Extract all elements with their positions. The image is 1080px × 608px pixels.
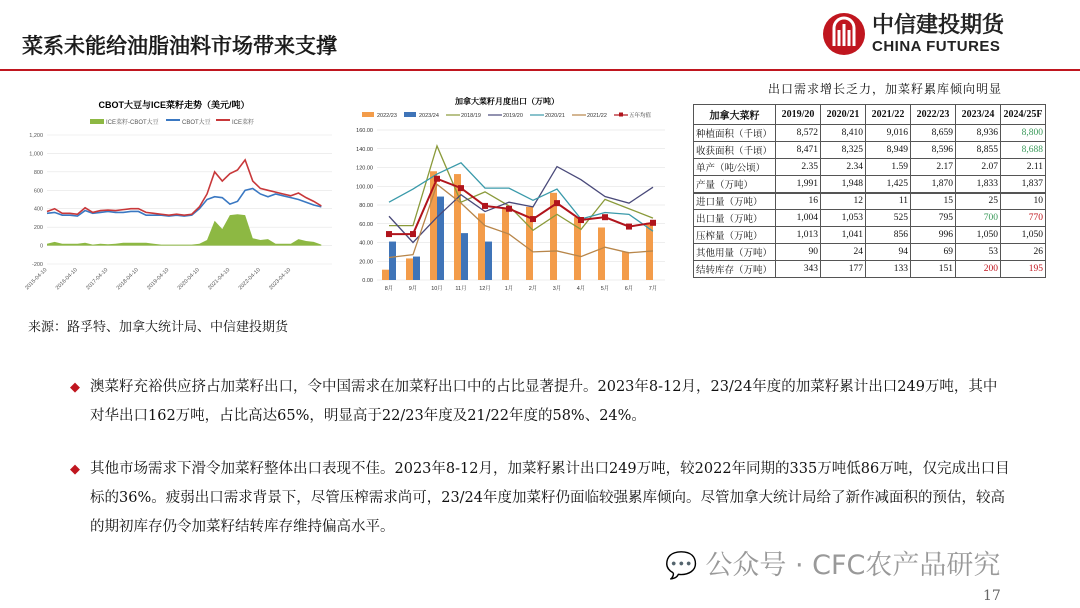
table-cell: 795 bbox=[911, 210, 956, 227]
avg-marker bbox=[602, 214, 608, 220]
x-tick-label: 2015-04-10 bbox=[24, 267, 49, 292]
legend-label: 五年均值 bbox=[629, 113, 652, 119]
series-line-ICE菜籽 bbox=[47, 160, 321, 215]
x-tick-label: 7月 bbox=[648, 286, 658, 292]
table-cell: 12 bbox=[821, 193, 866, 210]
bar-2023/24 bbox=[485, 242, 492, 280]
avg-marker bbox=[554, 200, 560, 206]
table-cell: 8,688 bbox=[1001, 142, 1046, 159]
table-row bbox=[694, 142, 1046, 159]
bullet-text: 其他市场需求下滑令加菜籽整体出口表现不佳。2023年8-12月，加菜籽累计出口249万吨，较2022年同期的335万吨低86万吨，仅完成出口目标的36%。疲弱出口需求背景下，尽管压榨需求尚可，23/24年度加菜籽仍面临较强累库倾向。尽管加拿大统计局给了新作减面积的预估，较高的期初库存仍令加菜籽结转库存维持偏高水平。 bbox=[90, 461, 1010, 535]
logo-en: CHINA FUTURES bbox=[872, 37, 1001, 55]
x-tick-label: 2019-04-10 bbox=[146, 267, 171, 292]
x-tick-label: 8月 bbox=[384, 286, 394, 292]
y-tick-label: 120.00 bbox=[356, 165, 373, 172]
table-cell: 1,013 bbox=[776, 227, 821, 244]
diamond-bullet-icon: ◆ bbox=[70, 462, 80, 477]
table-header-cell: 2021/22 bbox=[866, 105, 911, 125]
table-cell: 1,948 bbox=[821, 176, 866, 193]
table-cell: 8,596 bbox=[911, 142, 956, 159]
legend-swatch bbox=[216, 119, 230, 121]
table-cell: 8,410 bbox=[821, 125, 866, 142]
table-cell: 151 bbox=[911, 261, 956, 278]
y-tick-label: 1,200 bbox=[29, 133, 43, 139]
x-tick-label: 1月 bbox=[504, 286, 514, 292]
y-tick-label: 60.00 bbox=[359, 221, 373, 228]
table-cell: 8,936 bbox=[956, 125, 1001, 142]
table-cell: 856 bbox=[866, 227, 911, 244]
bullet-1 bbox=[70, 373, 1010, 431]
legend-label: 2022/23 bbox=[377, 113, 397, 119]
table-cell: 1,991 bbox=[776, 176, 821, 193]
table-cell: 25 bbox=[956, 193, 1001, 210]
chart-title: 加拿大菜籽月度出口（万吨） bbox=[455, 97, 559, 106]
bar-2022/23 bbox=[598, 228, 605, 281]
table-cell: 1,870 bbox=[911, 176, 956, 193]
x-tick-label: 2017-04-10 bbox=[85, 267, 110, 292]
x-tick-label: 12月 bbox=[479, 286, 491, 292]
table-header-cell: 2024/25F bbox=[1001, 105, 1046, 125]
table-row bbox=[694, 244, 1046, 261]
legend-label: 2019/20 bbox=[503, 113, 523, 119]
avg-marker bbox=[578, 217, 584, 223]
table-cell: 1,833 bbox=[956, 176, 1001, 193]
avg-marker bbox=[482, 203, 488, 209]
table-header-cell: 2023/24 bbox=[956, 105, 1001, 125]
table-cell: 1,050 bbox=[956, 227, 1001, 244]
y-tick-label: 100.00 bbox=[356, 184, 373, 191]
company-logo bbox=[822, 12, 1004, 56]
table-cell: 10 bbox=[1001, 193, 1046, 210]
avg-marker bbox=[530, 216, 536, 222]
page-title: 菜系未能给油脂油料市场带来支撑 bbox=[22, 34, 337, 58]
table-cell: 1,053 bbox=[821, 210, 866, 227]
y-tick-label: 40.00 bbox=[359, 240, 373, 247]
table-cell: 15 bbox=[911, 193, 956, 210]
row-label: 单产（吨/公顷） bbox=[694, 159, 776, 176]
avg-marker bbox=[434, 176, 440, 182]
x-tick-label: 6月 bbox=[624, 286, 634, 292]
citic-logo-icon bbox=[822, 12, 866, 56]
table-cell: 200 bbox=[956, 261, 1001, 278]
y-tick-label: 600 bbox=[33, 188, 43, 195]
line-2019/20 bbox=[389, 167, 653, 243]
bar-2022/23 bbox=[622, 252, 629, 280]
diamond-bullet-icon: ◆ bbox=[70, 380, 80, 395]
header-divider bbox=[0, 69, 1080, 71]
y-tick-label: 0.00 bbox=[362, 278, 373, 284]
table-header-cell: 加拿大菜籽 bbox=[694, 105, 776, 125]
table-cell: 2.11 bbox=[1001, 159, 1046, 176]
y-tick-label: 20.00 bbox=[359, 259, 373, 266]
table-cell: 8,471 bbox=[776, 142, 821, 159]
legend-label: 2023/24 bbox=[419, 113, 439, 119]
source-note: 来源：路孚特、加拿大统计局、中信建投期货 bbox=[28, 320, 289, 335]
x-tick-label: 2020-04-10 bbox=[176, 267, 201, 292]
table-cell: 177 bbox=[821, 261, 866, 278]
table-cell: 90 bbox=[776, 244, 821, 261]
table-cell: 525 bbox=[866, 210, 911, 227]
logo-cn: 中信建投期货 bbox=[872, 12, 1005, 38]
table-cell: 1,425 bbox=[866, 176, 911, 193]
table-cell: 1,041 bbox=[821, 227, 866, 244]
table-title: 出口需求增长乏力，加菜籽累库倾向明显 bbox=[767, 82, 1002, 96]
row-label: 其他用量（万吨） bbox=[694, 244, 776, 261]
table-cell: 8,325 bbox=[821, 142, 866, 159]
x-tick-label: 11月 bbox=[455, 286, 467, 292]
table-cell: 1,004 bbox=[776, 210, 821, 227]
legend-label: ICE菜籽 bbox=[232, 120, 255, 126]
table-header-cell: 2020/21 bbox=[821, 105, 866, 125]
row-label: 出口量（万吨） bbox=[694, 210, 776, 227]
table-cell: 2.07 bbox=[956, 159, 1001, 176]
x-tick-label: 3月 bbox=[552, 286, 562, 292]
avg-marker bbox=[650, 220, 656, 226]
table-row bbox=[694, 193, 1046, 210]
bullet-text: 澳菜籽充裕供应挤占加菜籽出口，令中国需求在加菜籽出口中的占比显著提升。2023年8-12月，23/24年度的加菜籽累计出口249万吨，其中对华出口162万吨，占比高达65%，明显高于22/23年度及21/22年度的58%、24%。 bbox=[90, 379, 998, 424]
table-row bbox=[694, 176, 1046, 193]
legend-swatch bbox=[166, 119, 180, 121]
legend-label: 2020/21 bbox=[545, 113, 565, 119]
table-header-cell: 2019/20 bbox=[776, 105, 821, 125]
avg-marker bbox=[626, 224, 632, 230]
watermark-text: 公众号 · CFC农产品研究 bbox=[705, 550, 1001, 581]
table-cell: 1,050 bbox=[1001, 227, 1046, 244]
row-label: 收获面积（千頃） bbox=[694, 142, 776, 159]
bar-2022/23 bbox=[502, 209, 509, 280]
watermark bbox=[665, 550, 1000, 582]
legend-label: 2021/22 bbox=[587, 113, 607, 119]
row-label: 产量（万吨） bbox=[694, 176, 776, 193]
x-tick-label: 10月 bbox=[431, 286, 443, 292]
table-cell: 53 bbox=[956, 244, 1001, 261]
table-cell: 2.17 bbox=[911, 159, 956, 176]
table-cell: 11 bbox=[866, 193, 911, 210]
avg-marker bbox=[506, 206, 512, 212]
table-cell: 8,659 bbox=[911, 125, 956, 142]
legend-label: CBOT大豆 bbox=[182, 120, 211, 126]
x-tick-label: 2月 bbox=[528, 286, 538, 292]
table-cell: 69 bbox=[911, 244, 956, 261]
bullet-2 bbox=[70, 455, 1010, 542]
bar-2022/23 bbox=[382, 270, 389, 280]
table-cell: 996 bbox=[911, 227, 956, 244]
x-tick-label: 2022-04-10 bbox=[237, 267, 262, 292]
legend-swatch bbox=[362, 112, 374, 117]
table-cell: 1,837 bbox=[1001, 176, 1046, 193]
bar-2022/23 bbox=[478, 213, 485, 280]
table-cell: 94 bbox=[866, 244, 911, 261]
x-tick-label: 5月 bbox=[600, 286, 610, 292]
table-row bbox=[694, 227, 1046, 244]
x-tick-label: 9月 bbox=[408, 286, 418, 292]
y-tick-label: 800 bbox=[33, 169, 43, 176]
x-tick-label: 2021-04-10 bbox=[207, 267, 232, 292]
table-cell: 195 bbox=[1001, 261, 1046, 278]
table-cell: 2.34 bbox=[821, 159, 866, 176]
table-cell: 8,949 bbox=[866, 142, 911, 159]
page-number: 17 bbox=[983, 588, 1001, 604]
y-tick-label: 160.00 bbox=[356, 128, 373, 134]
table-cell: 700 bbox=[956, 210, 1001, 227]
chart-title: CBOT大豆与ICE菜籽走势（美元/吨） bbox=[98, 100, 250, 110]
y-tick-label: 140.00 bbox=[356, 146, 373, 153]
table-cell: 1.59 bbox=[866, 159, 911, 176]
table-cell: 9,016 bbox=[866, 125, 911, 142]
avg-marker bbox=[386, 231, 392, 237]
spread-area bbox=[47, 214, 321, 245]
table-cell: 16 bbox=[776, 193, 821, 210]
y-tick-label: 400 bbox=[33, 206, 43, 213]
x-tick-label: 2023-04-10 bbox=[268, 267, 293, 292]
table-cell: 26 bbox=[1001, 244, 1046, 261]
y-tick-label: 1,000 bbox=[29, 151, 43, 158]
price-trend-chart bbox=[12, 92, 337, 302]
table-cell: 8,800 bbox=[1001, 125, 1046, 142]
y-tick-label: 200 bbox=[33, 225, 43, 232]
legend-swatch bbox=[90, 119, 104, 124]
bar-2023/24 bbox=[437, 197, 444, 280]
line-2018/19 bbox=[389, 146, 653, 230]
table-row bbox=[694, 125, 1046, 142]
table-row bbox=[694, 210, 1046, 227]
avg-marker bbox=[410, 231, 416, 237]
legend-swatch bbox=[404, 112, 416, 117]
bar-2023/24 bbox=[461, 233, 468, 280]
balance-sheet-table bbox=[693, 104, 1046, 278]
table-cell: 24 bbox=[821, 244, 866, 261]
legend-marker bbox=[619, 113, 623, 117]
table-cell: 8,572 bbox=[776, 125, 821, 142]
table-cell: 343 bbox=[776, 261, 821, 278]
table-cell: 133 bbox=[866, 261, 911, 278]
table-row bbox=[694, 159, 1046, 176]
bar-2023/24 bbox=[389, 242, 396, 280]
x-tick-label: 2018-04-10 bbox=[115, 267, 140, 292]
row-label: 结转库存（万吨） bbox=[694, 261, 776, 278]
monthly-export-chart bbox=[342, 92, 672, 302]
avg-marker bbox=[458, 185, 464, 191]
table-row bbox=[694, 261, 1046, 278]
table-cell: 2.35 bbox=[776, 159, 821, 176]
x-tick-label: 2016-04-10 bbox=[54, 267, 79, 292]
y-tick-label: 80.00 bbox=[359, 203, 373, 209]
table-cell: 770 bbox=[1001, 210, 1046, 227]
table-cell: 8,855 bbox=[956, 142, 1001, 159]
table-header-cell: 2022/23 bbox=[911, 105, 956, 125]
row-label: 进口量（万吨） bbox=[694, 193, 776, 210]
row-label: 种植面积（千頃） bbox=[694, 125, 776, 142]
row-label: 压榨量（万吨） bbox=[694, 227, 776, 244]
legend-label: ICE菜籽-CBOT大豆 bbox=[106, 120, 159, 126]
legend-label: 2018/19 bbox=[461, 113, 481, 119]
wechat-icon: 💬 bbox=[665, 551, 698, 581]
bar-2022/23 bbox=[406, 258, 413, 280]
y-tick-label: 0 bbox=[39, 243, 43, 250]
bar-2023/24 bbox=[413, 257, 420, 280]
x-tick-label: 4月 bbox=[576, 286, 586, 292]
y-tick-label: -200 bbox=[31, 262, 43, 268]
